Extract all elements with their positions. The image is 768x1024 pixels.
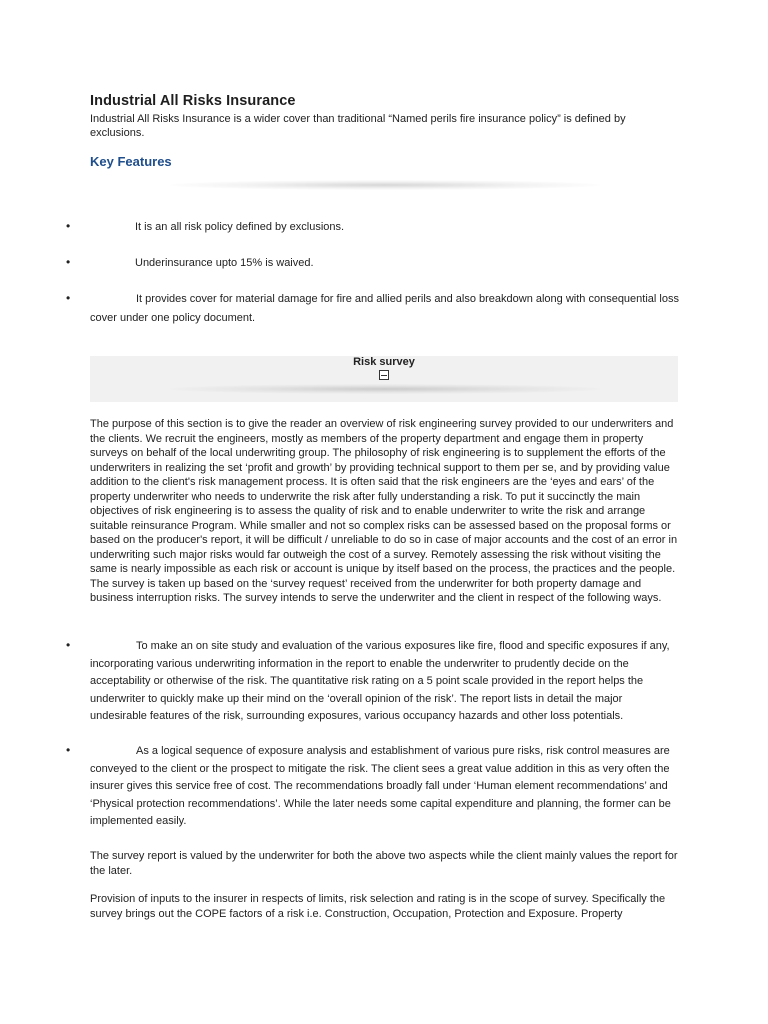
list-item-text: Underinsurance upto 15% is waived.	[135, 257, 314, 269]
list-item	[135, 218, 344, 237]
list-item-text: As a logical sequence of exposure analysis and establishment of various pure risks, risk control measures are conveyed to the client or the prospect to mitigate the risk. The client sees a great value addition in this as very often the insurer gives this service free of cost. The recommendations broadly fall under ‘Human element recommendations’ and ‘Physical protection recommendations’. While the later needs some capital expenditure and planning, the former can be implemented easily.	[90, 745, 671, 827]
section-divider	[170, 384, 600, 394]
bullet-icon: •	[66, 638, 71, 652]
list-item-text: It provides cover for material damage for fire and allied perils and also breakdown along with consequential loss cover under one policy document.	[90, 293, 679, 324]
paragraph: Provision of inputs to the insurer in respects of limits, risk selection and rating is in the scope of survey. Specifically the survey brings out the COPE factors of a risk i.e. Construction, Occupation, Protection and Exposure. Property	[90, 893, 666, 920]
key-features-heading: Key Features	[90, 154, 172, 169]
risk-survey-header[interactable]	[90, 356, 678, 402]
section-divider	[170, 180, 600, 190]
bullet-icon: •	[66, 219, 71, 233]
page-title: Industrial All Risks Insurance	[90, 93, 296, 109]
list-item	[135, 254, 314, 273]
collapse-icon[interactable]	[379, 370, 389, 380]
list-item-text: It is an all risk policy defined by exclusions.	[135, 221, 345, 233]
risk-survey-intro: The purpose of this section is to give the reader an overview of risk engineering survey provided to our underwriters and the clients. We recruit the engineers, mostly as members of the property department and engage them in property surveys on behalf of the local underwriting group. The philosophy of risk engineering is to supplement the efforts of the underwriters in realizing the set ‘profit and growth’ by providing technical support to them per se, and by providing value addition to the client's risk management process. It is often said that the risk engineers are the ‘eyes and ears’ of the property underwriter who needs to underwrite the risk after fully understanding a risk. To put it succinctly the main objectives of risk engineering is to assess the quality of risk and to enable underwriter to write the risk and arrange suitable reinsurance Program. While smaller and not so complex risks can be assessed based on the proposal forms or based on the producer's report, it will be difficult / unreliable to do so in case of major accounts and the cost of an error in underwriting such major risks would far outweigh the cost of a survey. Remotely assessing the risk without visiting the same is nearly impossible as each risk or account is unique by itself based on the process, the practices and the people. The survey is taken up based on the ‘survey request’ received from the underwriter for both property damage and business interruption risks. The survey intends to serve the underwriter and the client in respect of the following ways.	[90, 418, 678, 604]
list-item	[90, 743, 680, 831]
list-item-text: To make an on site study and evaluation of the various exposures like fire, flood and specific exposures if any, incorporating various underwriting information in the report to enable the underwriter to prudently decide on the acceptability or otherwise of the risk. The quantitative risk rating on a 5 point scale provided in the report helps the underwriter to quickly make up their mind on the ‘overall opinion of the risk’. The report lists in detail the major undesirable features of the risk, surrounding exposures, various occupancy hazards and other loss potentials.	[90, 640, 670, 722]
list-item	[90, 290, 680, 328]
bullet-icon: •	[66, 255, 71, 269]
bullet-icon: •	[66, 743, 71, 757]
paragraph: The survey report is valued by the underwriter for both the above two aspects while the client mainly values the report for the later.	[90, 850, 678, 877]
risk-survey-title: Risk survey	[353, 356, 415, 368]
list-item	[90, 638, 680, 726]
bullet-icon: •	[66, 291, 71, 305]
intro-text: Industrial All Risks Insurance is a wider cover than traditional “Named perils fire insurance policy” is defined by exclusions.	[90, 113, 626, 139]
